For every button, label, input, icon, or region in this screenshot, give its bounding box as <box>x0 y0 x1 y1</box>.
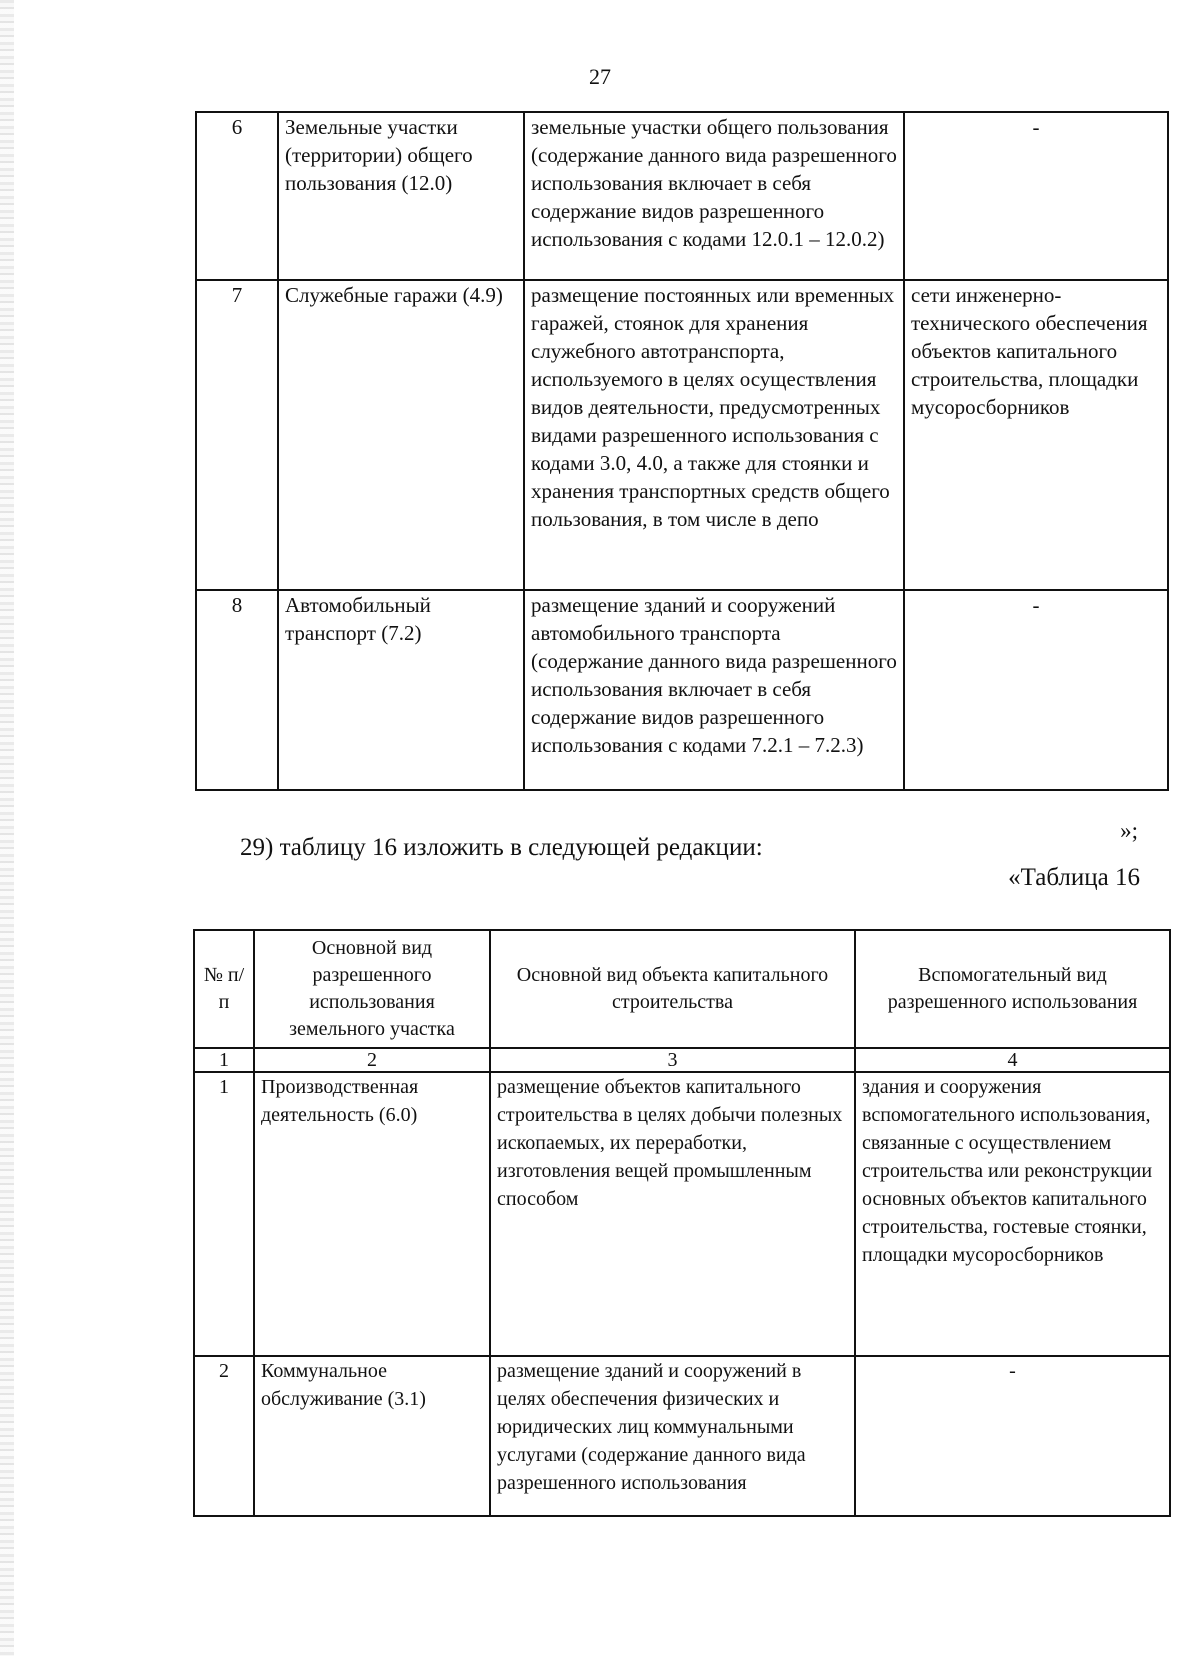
column-number: 2 <box>254 1048 490 1072</box>
table-row <box>194 1356 1170 1516</box>
main-use: Коммунальное обслуживание (3.1) <box>254 1356 490 1516</box>
table-caption: «Таблица 16 <box>1008 864 1140 891</box>
header-main-object: Основной вид объекта капитального строительства <box>490 930 855 1048</box>
auxiliary-use: - <box>904 590 1168 790</box>
closing-quote: »; <box>1120 818 1138 843</box>
row-number: 7 <box>196 280 278 590</box>
amendment-instruction: 29) таблицу 16 изложить в следующей редакции: <box>240 834 763 861</box>
table-16 <box>193 929 1171 1517</box>
auxiliary-use: - <box>855 1356 1170 1516</box>
row-number: 8 <box>196 590 278 790</box>
row-number: 2 <box>194 1356 254 1516</box>
header-main-use: Основной вид разрешенного использования земельного участка <box>254 930 490 1048</box>
table-row <box>196 280 1168 590</box>
scan-edge-artifact <box>0 0 14 1656</box>
land-use-type: Автомобильный транспорт (7.2) <box>278 590 524 790</box>
column-number: 1 <box>194 1048 254 1072</box>
auxiliary-use: сети инженерно-технического обеспечения объектов капитального строительства, площадки мусоросборников <box>904 280 1168 590</box>
row-number: 6 <box>196 112 278 280</box>
header-number: № п/п <box>194 930 254 1048</box>
land-use-description: размещение зданий и сооружений автомобильного транспорта (содержание данного вида разрешенного использования включает в себя содержание видов разрешенного использования с кодами 7.2.1 – 7.2.3) <box>524 590 904 790</box>
column-number-row <box>194 1048 1170 1072</box>
page-number: 27 <box>589 64 611 89</box>
auxiliary-use: - <box>904 112 1168 280</box>
row-number: 1 <box>194 1072 254 1356</box>
main-use: Производственная деятельность (6.0) <box>254 1072 490 1356</box>
table-15-continuation <box>195 111 1169 791</box>
table-row <box>196 590 1168 790</box>
table-row <box>196 112 1168 280</box>
land-use-description: земельные участки общего пользования (содержание данного вида разрешенного использования включает в себя содержание видов разрешенного использования с кодами 12.0.1 – 12.0.2) <box>524 112 904 280</box>
land-use-description: размещение постоянных или временных гаражей, стоянок для хранения служебного автотранспорта, используемого в целях осуществления видов деятельности, предусмотренных видами разрешенного использования с кодами 3.0, 4.0, а также для стоянки и хранения транспортных средств общего пользования, в том числе в депо <box>524 280 904 590</box>
table-row <box>194 1072 1170 1356</box>
land-use-type: Земельные участки (территории) общего пользования (12.0) <box>278 112 524 280</box>
land-use-type: Служебные гаражи (4.9) <box>278 280 524 590</box>
header-auxiliary: Вспомогательный вид разрешенного использования <box>855 930 1170 1048</box>
auxiliary-use: здания и сооружения вспомогательного использования, связанные с осуществлением строительства или реконструкции основных объектов капитального строительства, гостевые стоянки, площадки мусоросборников <box>855 1072 1170 1356</box>
column-number: 3 <box>490 1048 855 1072</box>
main-object: размещение объектов капитального строительства в целях добычи полезных ископаемых, их переработки, изготовления вещей промышленным способом <box>490 1072 855 1356</box>
main-object: размещение зданий и сооружений в целях обеспечения физических и юридических лиц коммунальными услугами (содержание данного вида разрешенного использования <box>490 1356 855 1516</box>
table-header-row <box>194 930 1170 1048</box>
column-number: 4 <box>855 1048 1170 1072</box>
